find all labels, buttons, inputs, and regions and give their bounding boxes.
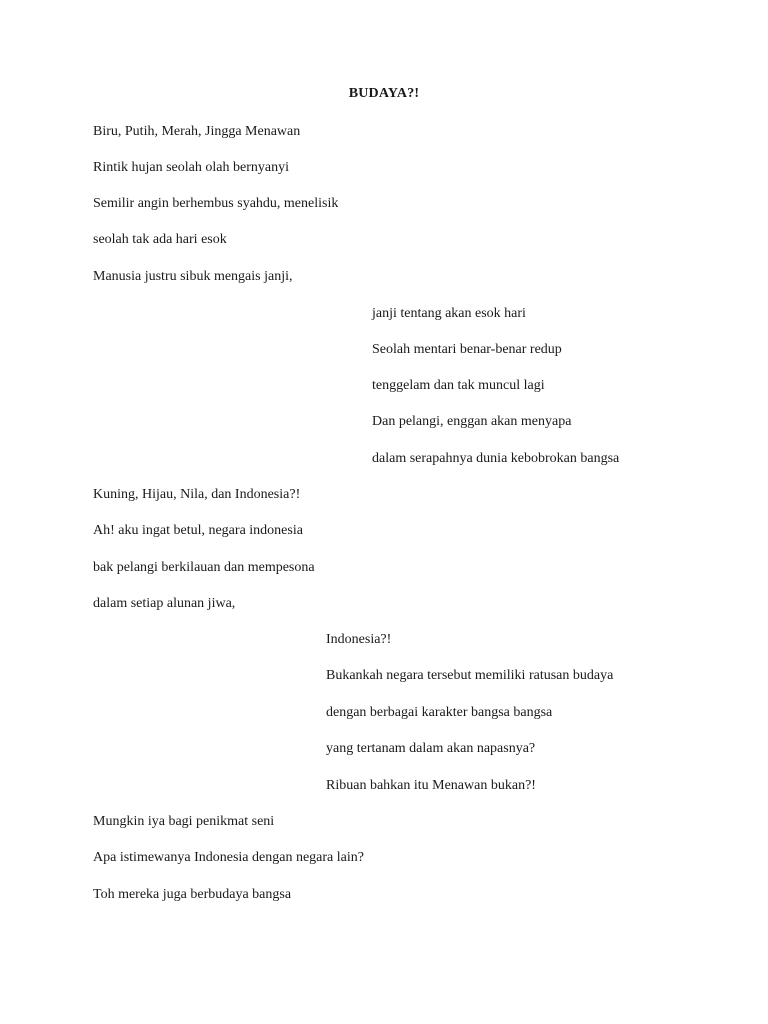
- poem-line: dalam setiap alunan jiwa,: [93, 596, 236, 611]
- poem-line: Semilir angin berhembus syahdu, menelisik: [93, 196, 339, 211]
- poem-line: Indonesia?!: [326, 632, 392, 647]
- poem-line: janji tentang akan esok hari: [372, 306, 526, 321]
- poem-line: Bukankah negara tersebut memiliki ratusan budaya: [326, 668, 614, 683]
- poem-line: Toh mereka juga berbudaya bangsa: [93, 887, 292, 902]
- poem-line: seolah tak ada hari esok: [93, 232, 227, 247]
- poem-line: Ah! aku ingat betul, negara indonesia: [93, 523, 303, 538]
- poem-title: BUDAYA?!: [348, 86, 420, 101]
- poem-line: Dan pelangi, enggan akan menyapa: [372, 414, 572, 429]
- poem-line: Biru, Putih, Merah, Jingga Menawan: [93, 124, 301, 139]
- poem-line: dalam serapahnya dunia kebobrokan bangsa: [372, 451, 620, 466]
- poem-line: Apa istimewanya Indonesia dengan negara lain?: [93, 850, 364, 865]
- poem-line: Rintik hujan seolah olah bernyanyi: [93, 160, 289, 175]
- poem-line: Manusia justru sibuk mengais janji,: [93, 269, 293, 284]
- poem-line: Mungkin iya bagi penikmat seni: [93, 814, 275, 829]
- poem-line: Seolah mentari benar-benar redup: [372, 342, 562, 357]
- poem-line: tenggelam dan tak muncul lagi: [372, 378, 545, 393]
- poem-line: dengan berbagai karakter bangsa bangsa: [326, 705, 553, 720]
- poem-line: Ribuan bahkan itu Menawan bukan?!: [326, 778, 536, 793]
- poem-line: yang tertanam dalam akan napasnya?: [326, 741, 536, 756]
- poem-line: Kuning, Hijau, Nila, dan Indonesia?!: [93, 487, 301, 502]
- poem-line: bak pelangi berkilauan dan mempesona: [93, 560, 315, 575]
